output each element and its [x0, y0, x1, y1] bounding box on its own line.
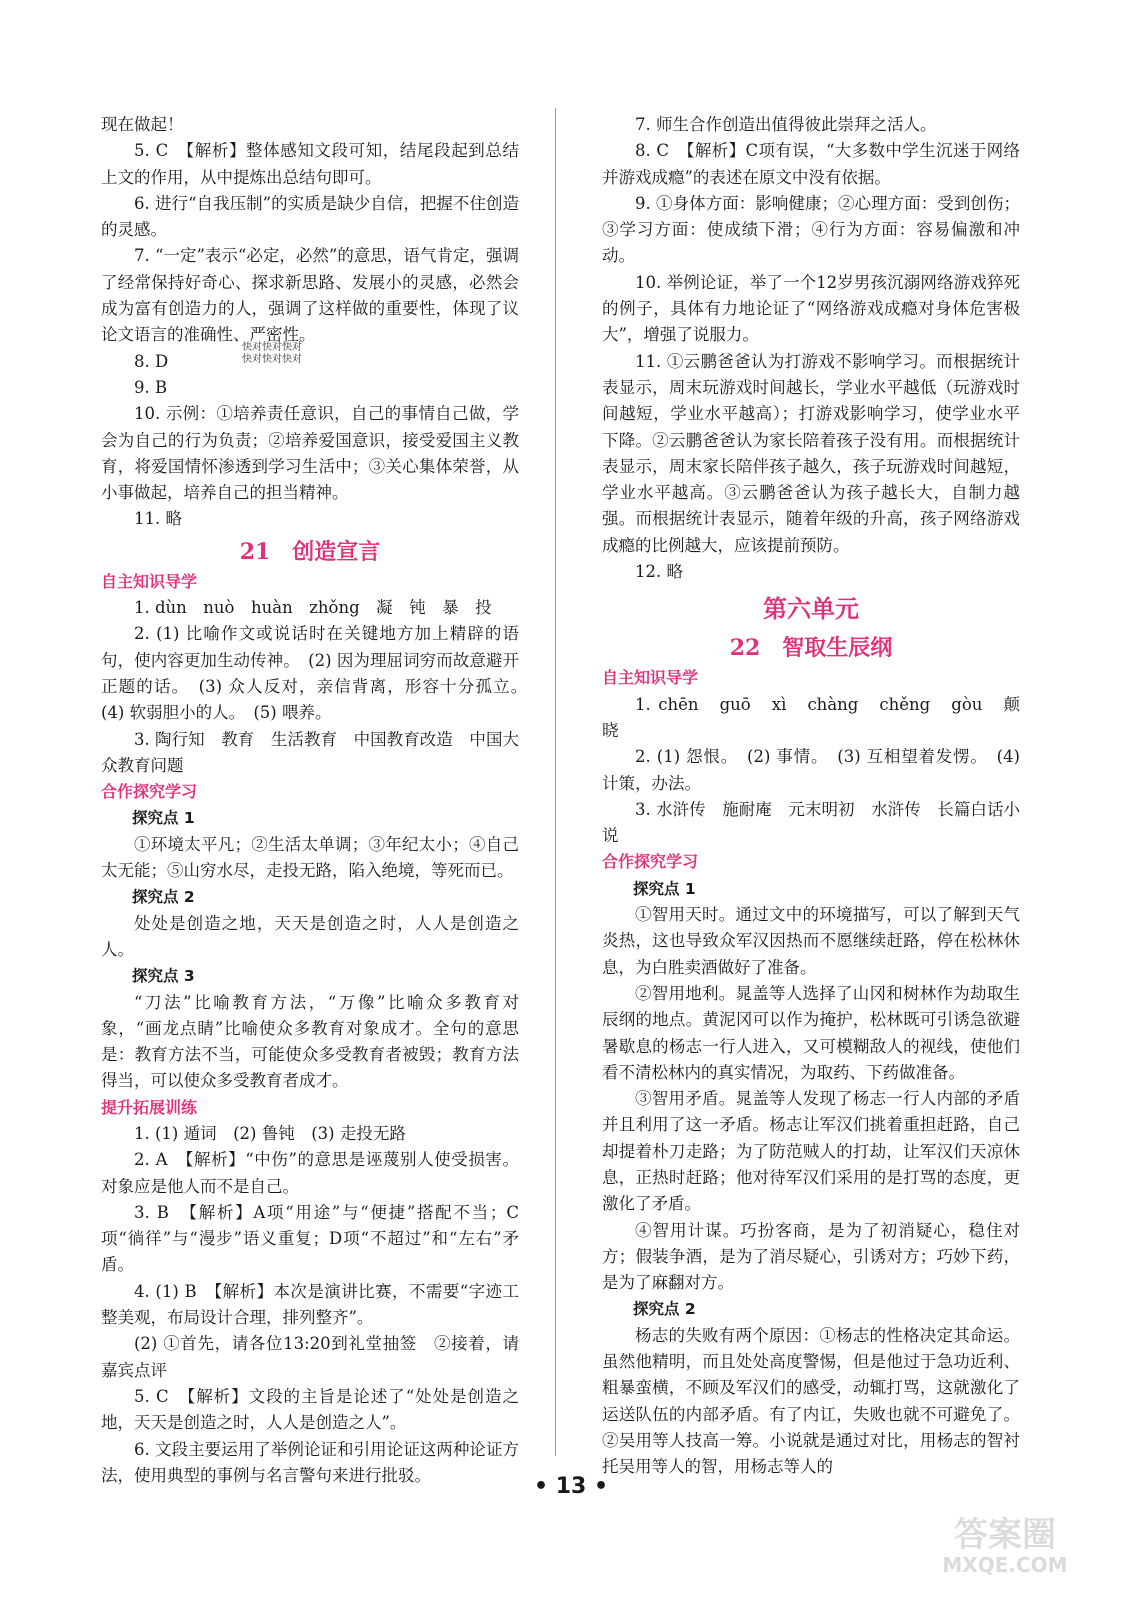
answer-paragraph: 处处是创造之地，天天是创造之时，人人是创造之人。 [101, 913, 519, 959]
answer-paragraph: 7. “一定”表示“必定，必然”的意思，语气肯定，强调了经常保持好奇心、探求新思路、发展小的灵感，必然会成为富有创造力的人，强调了这样做的重要性，体现了议论文语言的准确性、严密性。 [101, 246, 519, 345]
answer-paragraph: 6. 文段主要运用了举例论证和引用论证这两种论证方法，使用典型的事例与名言警句来进行批驳。 [101, 1439, 519, 1485]
answer-paragraph: 12. 略 [635, 562, 683, 582]
answer-paragraph: 5. C 【解析】文段的主旨是论述了“处处是创造之地，天天是创造之时，人人是创造之人”。 [101, 1386, 519, 1433]
answer-paragraph: (2) ①首先，请各位13:20到礼堂抽签 ②接着，请嘉宾点评 [101, 1334, 519, 1380]
column-divider [555, 108, 556, 1456]
answer-paragraph: 1. chēn guō xì chàng chěng gòu 颠 晓 [602, 694, 1037, 740]
answer-paragraph: 11. 略 [134, 509, 182, 529]
answer-paragraph: 9. ①身体方面：影响健康；②心理方面：受到创伤；③学习方面：使成绩下滑；④行为方面：容易偏激和冲动。 [602, 193, 1020, 266]
handwritten-note [242, 342, 302, 366]
section-heading: 合作探究学习 [101, 782, 198, 802]
answer-paragraph: 5. C 【解析】整体感知文段可知，结尾段起到总结上文的作用，从中提炼出总结句即可。 [101, 141, 519, 187]
unit-title: 第六单元 [763, 594, 859, 624]
answer-paragraph: 7. 师生合作创造出值得彼此崇拜之活人。 [635, 115, 937, 134]
handwritten-line: 快对快对快对 [242, 342, 302, 353]
lesson-title: 21 创造宣言 [239, 538, 381, 565]
answer-paragraph: ①环境太平凡；②生活太单调；③年纪太小；④自己太无能；⑤山穷水尽，走投无路，陷入绝境，等死而已。 [101, 834, 519, 881]
watermark-title: 答案圈 [954, 1515, 1056, 1555]
answer-paragraph: 4. (1) B 【解析】本次是演讲比赛，不需要“字迹工整美观，布局设计合理，排列整齐”。 [101, 1281, 519, 1328]
answer-paragraph: 3. B 【解析】A项“用途”与“便捷”搭配不当；C项“徜徉”与“漫步”语义重复；D项“不超过”和“左右”矛盾。 [101, 1202, 519, 1275]
subsection-heading: 探究点 1 [633, 879, 696, 898]
answer-paragraph: 2. (1) 比喻作文或说话时在关键地方加上精辟的语句，使内容更加生动传神。 (2) 因为理屈词穷而故意避开正题的话。 (3) 众人反对，亲信背离，形容十分孤立。 (4) 软弱胆小的人。 (5) 喂养。 [101, 624, 536, 723]
answer-paragraph: 杨志的失败有两个原因：①杨志的性格决定其命运。虽然他精明，而且处处高度警惕，但是他过于急功近利、粗暴蛮横，不顾及军汉们的感受，动辄打骂，这就激化了运送队伍的内部矛盾。有了内讧，失败也就不可避免了。②吴用等人技高一筹。小说就是通过对比，用杨志的智衬托吴用等人的智，用杨志等人的 [602, 1325, 1020, 1477]
answer-paragraph: 3. 陶行知 教育 生活教育 中国教育改造 中国大众教育问题 [101, 729, 519, 775]
answer-paragraph: 现在做起！ [101, 115, 184, 134]
section-heading: 合作探究学习 [602, 852, 699, 872]
watermark-url: MXQE.COM [942, 1553, 1068, 1577]
answer-paragraph: 8. C 【解析】C项有误，“大多数中学生沉迷于网络并游戏成瘾”的表述在原文中没有依据。 [602, 141, 1020, 187]
answer-paragraph: ①智用天时。通过文中的环境描写，可以了解到天气炎热，这也导致众军汉因热而不愿继续赶路，停在松林休息，为白胜卖酒做好了准备。 [602, 905, 1020, 977]
lesson-title: 22 智取生辰纲 [729, 635, 893, 662]
page-number: • 13 • [533, 1474, 609, 1499]
answer-paragraph: 10. 举例论证，举了一个12岁男孩沉溺网络游戏猝死的例子，具体有力地论证了“网络游戏成瘾对身体危害极大”，增强了说服力。 [602, 272, 1020, 345]
subsection-heading: 探究点 3 [132, 967, 195, 986]
answer-paragraph: 2. A 【解析】“中伤”的意思是诬蔑别人使受损害。对象应是他人而不是自己。 [101, 1150, 519, 1196]
answer-paragraph: ②智用地利。晁盖等人选择了山冈和树林作为劫取生辰纲的地点。黄泥冈可以作为掩护，松林既可引诱急欲避暑歇息的杨志一行人进入，又可模糊敌人的视线，使他们看不清松林内的真实情况，为取药、下药做准备。 [602, 983, 1020, 1082]
answer-paragraph: “刀法”比喻教育方法，“万像”比喻众多教育对象，“画龙点睛”比喻使众多教育对象成才。全句的意思是：教育方法不当，可能使众多受教育者被毁；教育方法得当，可以使众多受教育者成才。 [101, 992, 519, 1091]
answer-paragraph: ④智用计谋。巧扮客商，是为了初消疑心，稳住对方；假装争酒，是为了消尽疑心，引诱对方；巧妙下药，是为了麻翻对方。 [602, 1220, 1020, 1293]
right-column [602, 112, 1037, 1481]
watermark-logo [900, 1508, 1110, 1578]
subsection-heading: 探究点 2 [633, 1300, 696, 1319]
section-heading: 提升拓展训练 [101, 1097, 198, 1117]
answer-paragraph: 3. 水浒传 施耐庵 元末明初 水浒传 长篇白话小说 [602, 799, 1020, 846]
answer-paragraph: 10. 示例：①培养责任意识，自己的事情自己做，学会为自己的行为负责；②培养爱国意识，接受爱国主义教育，将爱国情怀渗透到学习生活中；③关心集体荣誉，从小事做起，培养自己的担当精神。 [101, 404, 519, 503]
answer-paragraph: 2. (1) 怨恨。 (2) 事情。 (3) 互相望着发愣。 (4) 计策，办法。 [602, 747, 1020, 793]
answer-paragraph: 11. ①云鹏爸爸认为打游戏不影响学习。而根据统计表显示，周末玩游戏时间越长，学业水平越低（玩游戏时间越短，学业水平越高）；打游戏影响学习，使学业水平下降。②云鹏爸爸认为家长陪着孩子没有用。而根据统计表显示，周末家长陪伴孩子越久，孩子玩游戏时间越短，学业水平越高。③云鹏爸爸认为孩子越长大，自制力越强。而根据统计表显示，随着年级的升高，孩子网络游戏成瘾的比例越大，应该提前预防。 [602, 351, 1020, 555]
answer-paragraph: 1. (1) 遁词 (2) 鲁钝 (3) 走投无路 [134, 1123, 406, 1143]
handwritten-line: 快对快对快对 [242, 354, 302, 365]
subsection-heading: 探究点 1 [132, 809, 195, 828]
section-heading: 自主知识导学 [602, 668, 699, 688]
answer-paragraph: 6. 进行“自我压制”的实质是缺少自信，把握不住创造的灵感。 [101, 193, 519, 240]
left-column [101, 112, 536, 1489]
section-heading: 自主知识导学 [101, 571, 198, 591]
subsection-heading: 探究点 2 [132, 888, 195, 907]
answer-paragraph: ③智用矛盾。晁盖等人发现了杨志一行人内部的矛盾并且利用了这一矛盾。杨志让军汉们挑着重担赶路，自己却提着朴刀走路；为了防范贼人的打劫，让军汉们天凉休息，正热时赶路；他对待军汉们采用的是打骂的态度，更激化了矛盾。 [602, 1089, 1020, 1214]
answer-paragraph: 1. dùn nuò huàn zhǒng 凝 钝 暴 投 [134, 598, 492, 618]
answer-paragraph: 9. B [134, 377, 168, 397]
answer-paragraph: 8. D [134, 351, 169, 371]
